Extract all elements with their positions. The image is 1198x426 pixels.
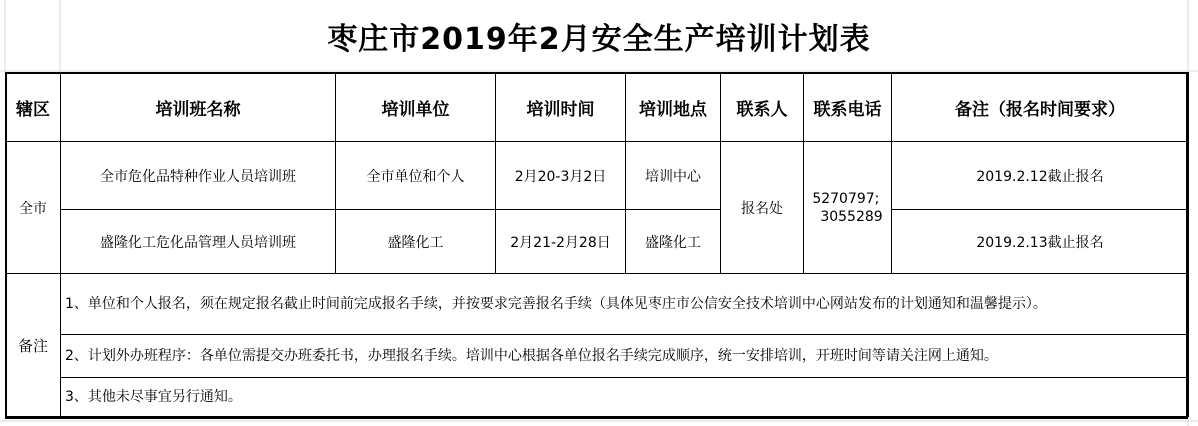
class-name-cell: 盛隆化工危化品管理人员培训班 [61, 210, 336, 274]
remarks-row [6, 335, 1189, 378]
remarks-label: 备注 [6, 274, 61, 417]
class-name-cell: 全市危化品特种作业人员培训班 [61, 142, 336, 210]
note-cell: 2019.2.12截止报名 [892, 142, 1189, 210]
unit-cell: 盛隆化工 [336, 210, 496, 274]
training-plan-table [5, 72, 1189, 417]
location-cell: 培训中心 [626, 142, 721, 210]
contact-cell: 报名处 [721, 142, 804, 274]
remark-item-1: 1、单位和个人报名，须在规定报名截止时间前完成报名手续，并按要求完善报名手续（具体见枣庄市公信安全技术培训中心网站发布的计划通知和温馨提示）。 [61, 274, 1189, 335]
remark-item-3: 3、其他未尽事宜另行通知。 [61, 378, 1189, 417]
location-cell: 盛隆化工 [626, 210, 721, 274]
remarks-row [6, 274, 1189, 335]
header-note: 备注（报名时间要求） [892, 73, 1189, 142]
phone-cell [804, 142, 892, 274]
header-district: 辖区 [6, 73, 61, 142]
table-row [6, 142, 1189, 210]
header-contact: 联系人 [721, 73, 804, 142]
table-row [6, 210, 1189, 274]
header-unit: 培训单位 [336, 73, 496, 142]
unit-cell: 全市单位和个人 [336, 142, 496, 210]
district-cell: 全市 [6, 142, 61, 274]
header-class-name: 培训班名称 [61, 73, 336, 142]
remarks-row [6, 378, 1189, 417]
header-phone: 联系电话 [804, 73, 892, 142]
phone-number-2: 3055289 [820, 208, 883, 225]
header-row [6, 73, 1189, 142]
page-title: 枣庄市2019年2月安全生产培训计划表 [327, 22, 871, 57]
note-cell: 2019.2.13截止报名 [892, 210, 1189, 274]
header-location: 培训地点 [626, 73, 721, 142]
header-time: 培训时间 [496, 73, 626, 142]
phone-number-1: 5270797; [812, 190, 880, 207]
time-cell: 2月21-2月28日 [496, 210, 626, 274]
remark-item-2: 2、计划外办班程序：各单位需提交办班委托书，办理报名手续。培训中心根据各单位报名手续完成顺序，统一安排培训，开班时间等请关注网上通知。 [61, 335, 1189, 378]
time-cell: 2月20-3月2日 [496, 142, 626, 210]
